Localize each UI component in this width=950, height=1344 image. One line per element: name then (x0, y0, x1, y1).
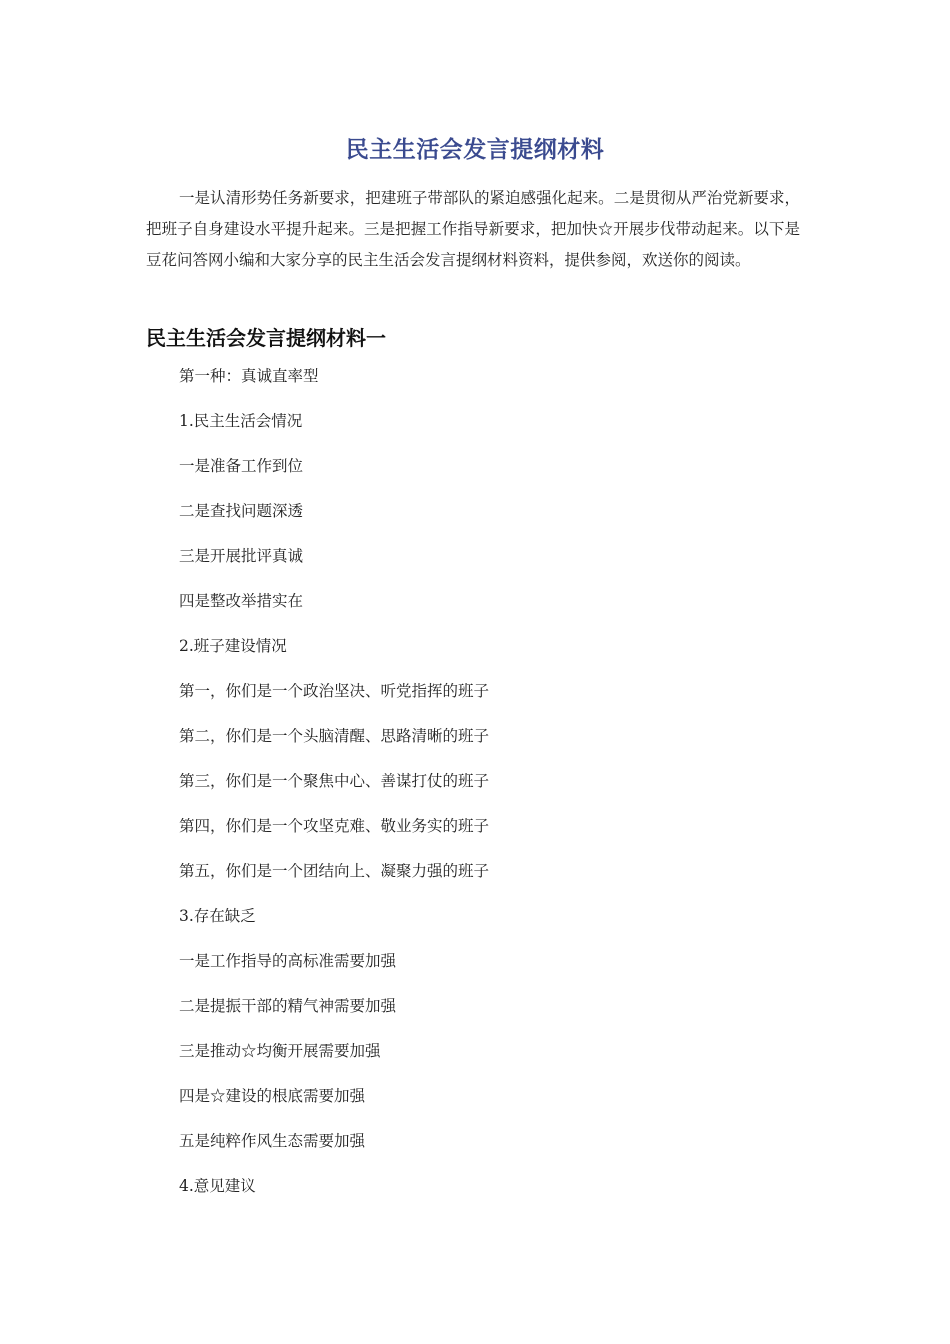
outline-line: 第三，你们是一个聚焦中心、善谋打仗的班子 (179, 772, 490, 790)
outline-line: 三是推动☆均衡开展需要加强 (179, 1042, 381, 1060)
outline-line: 三是开展批评真诚 (179, 547, 304, 565)
outline-line: 第二，你们是一个头脑清醒、思路清晰的班子 (179, 727, 490, 745)
outline-line: 四是整改举措实在 (179, 592, 304, 610)
outline-line: 1.民主生活会情况 (179, 412, 303, 430)
outline-line: 五是纯粹作风生态需要加强 (179, 1132, 366, 1150)
outline-line: 第四，你们是一个攻坚克难、敬业务实的班子 (179, 817, 490, 835)
outline-line: 2.班子建设情况 (179, 637, 287, 655)
outline-line: 一是准备工作到位 (179, 457, 304, 475)
outline-line: 第五，你们是一个团结向上、凝聚力强的班子 (179, 862, 490, 880)
outline-line: 二是查找问题深透 (179, 502, 304, 520)
section-heading: 民主生活会发言提纲材料一 (146, 326, 386, 350)
outline-line: 4.意见建议 (179, 1177, 256, 1195)
outline-line: 一是工作指导的高标准需要加强 (179, 952, 397, 970)
outline-line: 3.存在缺乏 (179, 907, 256, 925)
outline-line: 二是提振干部的精气神需要加强 (179, 997, 397, 1015)
outline-line: 四是☆建设的根底需要加强 (179, 1087, 366, 1105)
outline-list (179, 360, 799, 1215)
outline-line: 第一，你们是一个政治坚决、听党指挥的班子 (179, 682, 490, 700)
outline-line: 第一种：真诚直率型 (179, 367, 319, 385)
intro-paragraph: 一是认清形势任务新要求，把建班子带部队的紧迫感强化起来。二是贯彻从严治党新要求，把班子自身建设水平提升起来。三是把握工作指导新要求，把加快☆开展步伐带动起来。以下是豆花问答网小编和大家分享的民主生活会发言提纲材料资料，提供参阅，欢送你的阅读。 (146, 189, 800, 269)
document-title: 民主生活会发言提纲材料 (345, 137, 605, 163)
